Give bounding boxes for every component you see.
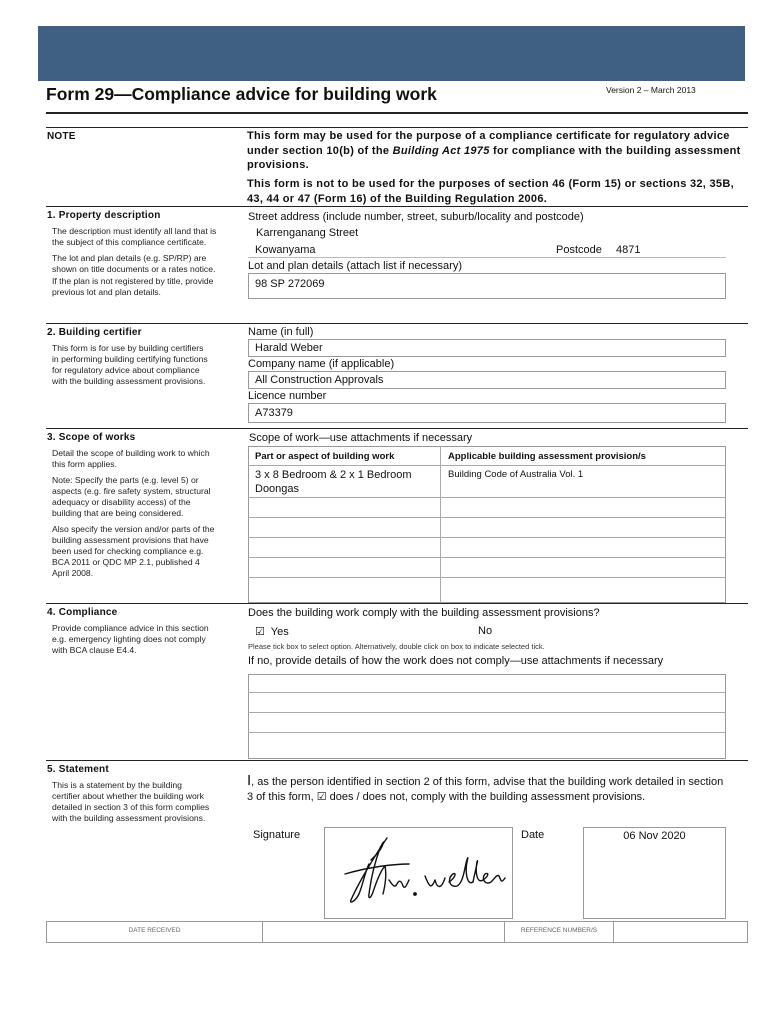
non-compliance-label: If no, provide details of how the work does not comply—use attachments if necessary [248,655,664,667]
table-row-divider [248,577,726,578]
statement-note: This is a statement by the building certifier about whether the building work detailed in section 3 of this form complies with the building assessment provisions. [52,780,210,823]
lot-plan-field[interactable] [248,273,726,299]
certifier-section-label: 2. Building certifier [47,327,142,338]
table-row-divider [248,517,726,518]
no-checkbox[interactable] [478,625,492,637]
yes-label: Yes [270,626,289,638]
property-section-label: 1. Property description [47,210,161,221]
table-column-divider [440,446,441,603]
non-compliance-details-field[interactable] [248,674,726,759]
date-label: Date [521,829,545,841]
lot-plan-label: Lot and plan details (attach list if necessary) [248,260,463,272]
divider [46,760,748,761]
company-value: All Construction Approvals [255,374,384,386]
street-address-field[interactable]: Karrenganang Street [256,227,359,239]
postcode-field[interactable]: 4871 [616,244,641,256]
date-received-value-cell[interactable] [262,921,505,943]
company-field[interactable] [248,371,726,389]
table-header-part: Part or aspect of building work [255,451,395,462]
compliance-section-label: 4. Compliance [47,607,118,618]
suburb-field[interactable]: Kowanyama [255,244,316,256]
reference-cell [504,921,614,943]
title-divider [46,112,748,114]
note-label: NOTE [47,131,76,142]
reference-value-cell[interactable] [613,921,748,943]
divider [46,206,748,207]
licence-field[interactable] [248,403,726,423]
licence-label: Licence number [248,390,327,402]
no-label: No [478,625,493,637]
divider [46,428,748,429]
street-address-label: Street address (include number, street, suburb/locality and postcode) [248,211,584,223]
scope-heading: Scope of work—use attachments if necessary [249,432,473,444]
table-header-provision: Applicable building assessment provision/s [448,451,646,462]
field-row-divider [248,692,726,693]
scope-notes: Detail the scope of building work to which this form applies. Note: Specify the parts (e.g. level 5) or aspects (e.g. fire safety system, structural adequacy or disability access) of the building that are being considered. Also specify the version and/or parts of the building assessment provisions that have been used for checking compliance e.g. BCA 2011 or QDC MP 2.1, published 4 April 2008. [52,448,215,578]
field-row-divider [248,732,726,733]
table-row-divider [248,557,726,558]
does-checkbox[interactable]: ☑ [316,791,327,803]
note-paragraph-2: This form is not to be used for the purposes of section 46 (Form 15) or sections 32, 35B, 43, 44 or 47 (Form 16) of the Building Regulation 2006. [247,178,734,205]
scope-section-label: 3. Scope of works [47,432,136,443]
table-cell-provision[interactable]: Building Code of Australia Vol. 1 [448,469,584,480]
form-title: Form 29—Compliance advice for building work [46,84,437,104]
note-paragraph-1: This form may be used for the purpose of a compliance certificate for regulatory advice under section 10(b) of the Building Act 1975 for compliance with the building assessment provisions. [247,130,741,171]
date-field[interactable] [583,827,726,919]
tick-hint: Please tick box to select option. Alternatively, double click on box to indicate selected tick. [248,642,545,651]
licence-value: A73379 [255,407,293,419]
certifier-note: This form is for use by building certifiers in performing building certifying functions for regulatory advice about compliance with the building assessment provisions. [52,343,208,386]
table-row-divider [248,497,726,498]
reference-label: REFERENCE NUMBER/S [520,927,598,934]
property-notes: The description must identify all land that is the subject of this compliance certificate. The lot and plan details (e.g. SP/RP) are shown on title documents or a rates notice. If the plan is not registered by title, provide previous lot and plan details. [52,226,217,297]
table-row-divider [248,537,726,538]
signature-label: Signature [253,829,301,841]
name-label: Name (in full) [248,326,314,338]
lot-plan-value: 98 SP 272069 [255,278,325,290]
yes-checkbox[interactable] [255,625,289,638]
compliance-question: Does the building work comply with the building assessment provisions? [248,607,600,619]
divider [46,323,748,324]
name-value: Harald Weber [255,342,323,354]
company-label: Company name (if applicable) [248,358,395,370]
table-cell-part[interactable]: 3 x 8 Bedroom & 2 x 1 Bedroom Doongas [255,469,412,495]
date-received-cell [46,921,263,943]
check-icon: ☑ [255,626,265,638]
table-row-divider [248,465,726,466]
compliance-note: Provide compliance advice in this section e.g. emergency lighting does not comply with BCA clause E4.4. [52,623,209,655]
handwritten-signature [325,828,512,918]
date-received-label: DATE RECEIVED [128,927,181,934]
field-row-divider [248,712,726,713]
divider [248,257,726,258]
statement-section-label: 5. Statement [47,764,109,775]
divider [46,603,748,604]
header-banner [38,26,745,81]
date-value: 06 Nov 2020 [623,830,686,842]
postcode-label: Postcode [556,244,602,256]
statement-text: I, as the person identified in section 2 of this form, advise that the building work detailed in section 3 of this form, ☑ does / does not, comply with the building assessment provisions. [247,772,724,803]
divider [46,127,748,128]
signature-field[interactable] [324,827,513,919]
name-field[interactable] [248,339,726,357]
version-label: Version 2 – March 2013 [606,85,696,95]
